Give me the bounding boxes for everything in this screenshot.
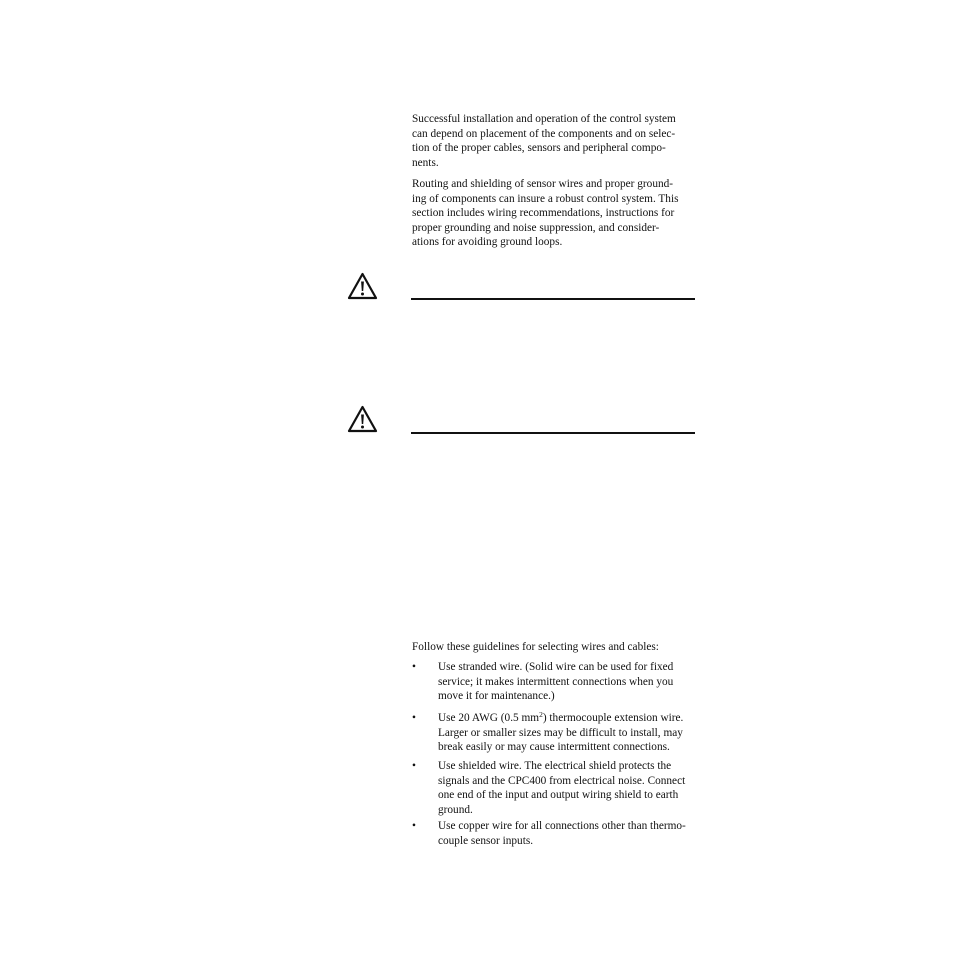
guidelines-lead-text: Follow these guidelines for selecting wires and cables: [412,641,659,653]
text-line: Use copper wire for all connections other than thermo- [438,820,686,832]
text-line: section includes wiring recommendations, instructions for [412,207,675,220]
bullet: • [412,661,416,673]
warning-triangle-icon [347,405,378,433]
list-item-text [438,759,750,817]
text-line: nents. [412,156,439,169]
bullet: • [412,820,416,832]
superscript: 2 [539,710,543,719]
text-line: couple sensor inputs. [438,834,534,847]
text-line: Larger or smaller sizes may be difficult to install, may [438,726,683,739]
text-line: Successful installation and operation of the control system [412,113,676,125]
text-line: one end of the input and output wiring shield to earth [438,789,679,802]
text-line: move it for maintenance.) [438,690,555,703]
text-line: ground. [438,803,473,816]
warning-triangle-icon [347,272,378,300]
text-line: Use shielded wire. The electrical shield protects the [438,760,672,772]
warning-rule [411,298,695,300]
list-item-text [438,819,750,848]
text-segment: ) thermocouple extension wire. [542,712,684,724]
intro-paragraph-1 [412,112,744,170]
text-line: ing of components can insure a robust control system. This [412,192,679,205]
guidelines-lead [412,640,744,655]
text-line: tion of the proper cables, sensors and peripheral compo- [412,142,666,155]
text-line [438,711,750,726]
bullet: • [412,760,416,772]
text-line: Routing and shielding of sensor wires and proper ground- [412,178,674,190]
text-line: ations for avoiding ground loops. [412,236,563,249]
warning-rule [411,432,695,434]
text-line: signals and the CPC400 from electrical noise. Connect [438,774,686,787]
text-line: Use stranded wire. (Solid wire can be used for fixed [438,661,674,673]
list-item-text [438,711,750,755]
text-segment: Use 20 AWG (0.5 mm [438,712,540,724]
text-line: can depend on placement of the components and on selec- [412,127,676,140]
text-line: service; it makes intermittent connections when you [438,675,674,688]
list-item-text [438,660,750,704]
bullet: • [412,712,416,724]
text-line: break easily or may cause intermittent connections. [438,741,670,754]
intro-paragraph-2 [412,177,744,250]
text-line: proper grounding and noise suppression, and consider- [412,221,660,234]
